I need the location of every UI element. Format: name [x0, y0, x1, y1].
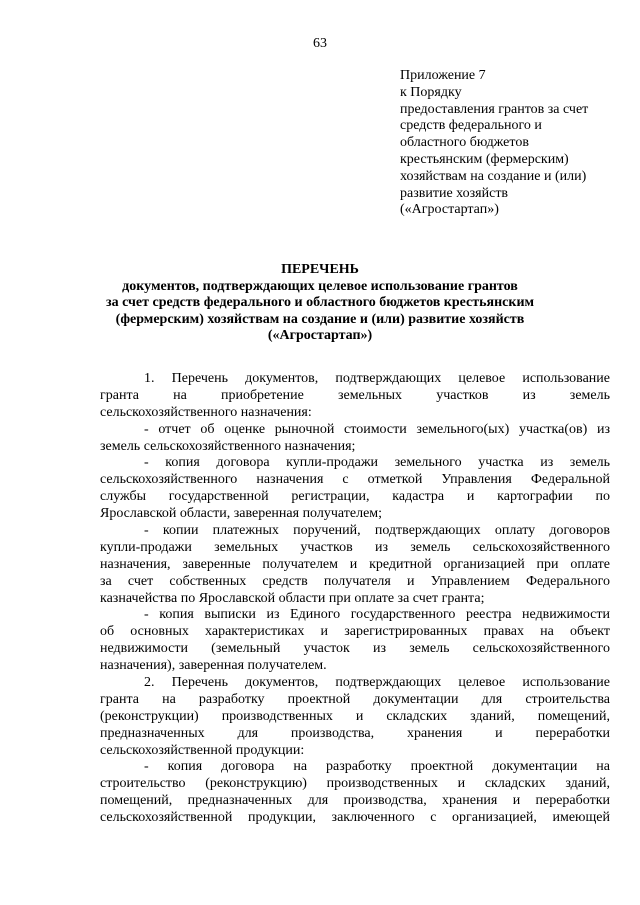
bullet-line: - копия договора купли-продажи земельного участка из земель: [144, 455, 610, 471]
item-1-line: 1. Перечень документов, подтверждающих целевое использование: [144, 371, 610, 386]
bullet-line: недвижимости (земельный участок из земель сельскохозяйственного: [100, 641, 610, 657]
bullet-line: земель сельскохозяйственного назначения;: [100, 438, 356, 454]
appendix-line: средств федерального и: [400, 118, 542, 134]
bullet-line: строительство (реконструкцию) производственных и складских зданий,: [100, 776, 610, 792]
item-2-line: сельскохозяйственной продукции:: [100, 742, 305, 758]
title-line: документов, подтверждающих целевое использование грантов: [122, 278, 518, 294]
appendix-line: крестьянским (фермерским): [400, 151, 569, 167]
bullet-line: за счет собственных средств получателя и Управлением Федерального: [100, 573, 610, 589]
bullet-line: помещений, предназначенных для производства, хранения и переработки: [100, 793, 610, 809]
appendix-line: областного бюджетов: [400, 135, 529, 151]
item-1-line: гранта на приобретение земельных участков из земель: [100, 387, 610, 403]
title-heading: ПЕРЕЧЕНЬ: [281, 262, 359, 277]
bullet-line: - копии платежных поручений, подтверждающих оплату договоров: [144, 523, 610, 539]
appendix-line: Приложение 7: [400, 68, 486, 83]
bullet-line: Ярославской области, заверенная получателем;: [100, 506, 383, 522]
bullet-line: купли-продажи земельных участков из земель сельскохозяйственного: [100, 539, 610, 555]
bullet-line: - копия выписки из Единого государственного реестра недвижимости: [144, 607, 610, 623]
appendix-line: предоставления грантов за счет: [400, 101, 589, 117]
page-number: 63: [313, 36, 327, 51]
item-2-line: 2. Перечень документов, подтверждающих целевое использование: [144, 675, 610, 691]
appendix-line: («Агростартап»): [400, 202, 499, 218]
bullet-line: сельскохозяйственного назначения с отметкой Управления Федеральной: [100, 472, 610, 488]
title-line: (фермерским) хозяйствам на создание и (или) развитие хозяйств: [115, 311, 525, 327]
bullet-line: назначения, заверенные получателем и кредитной организацией при оплате: [100, 556, 610, 572]
title-line: («Агростартап»): [267, 328, 373, 343]
appendix-note: [400, 68, 610, 219]
bullet-line: казначейства по Ярославской области при оплате за счет гранта;: [100, 590, 485, 606]
title-line: за счет средств федерального и областного бюджетов крестьянским: [105, 295, 535, 310]
document-body: [100, 371, 610, 827]
document-title: [0, 262, 640, 345]
bullet-line: сельскохозяйственной продукции, заключенного с организацией, имеющей: [100, 810, 610, 826]
item-2-line: предназначенных для производства, хранения и переработки: [100, 725, 610, 741]
appendix-line: развитие хозяйств: [400, 185, 509, 201]
appendix-line: хозяйствам на создание и (или): [400, 168, 587, 184]
bullet-line: об основных характеристиках и зарегистрированных правах на объект: [100, 624, 610, 640]
bullet-line: службы государственной регистрации, кадастра и картографии по: [100, 489, 610, 505]
bullet-line: - копия договора на разработку проектной документации на: [144, 759, 610, 775]
bullet-line: - отчет об оценке рыночной стоимости земельного(ых) участка(ов) из: [144, 421, 610, 437]
appendix-line: к Порядку: [400, 84, 462, 100]
item-2-line: (реконструкции) производственных и складских зданий, помещений,: [100, 708, 610, 724]
item-2-line: гранта на разработку проектной документации для строительства: [100, 691, 610, 707]
bullet-line: назначения), заверенная получателем.: [100, 658, 327, 674]
item-1-line: сельскохозяйственного назначения:: [100, 404, 312, 420]
